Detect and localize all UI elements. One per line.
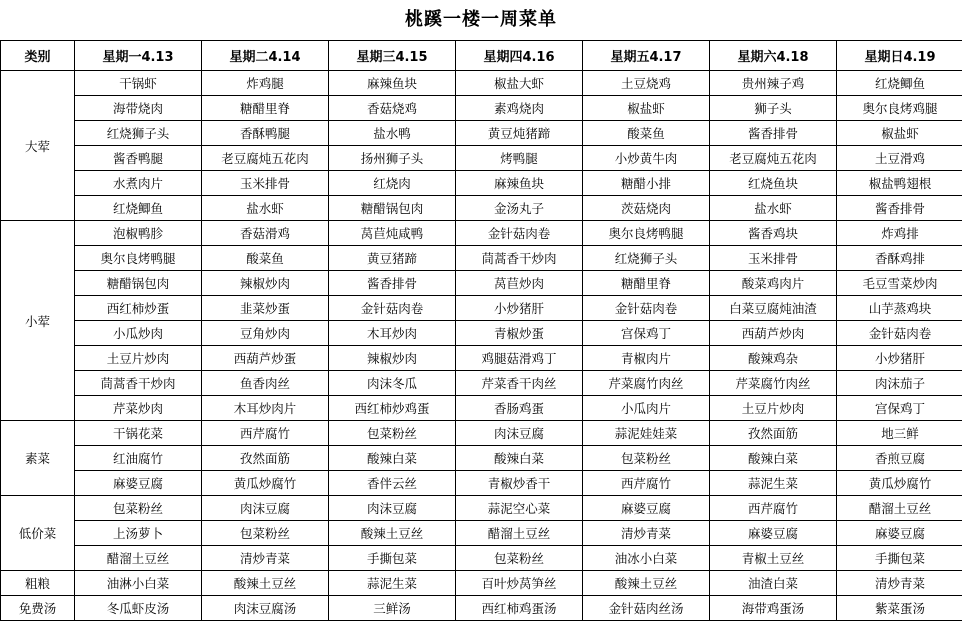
dish-cell: 酸菜鱼: [583, 121, 710, 146]
table-row: [1, 121, 962, 146]
table-row: [1, 421, 962, 446]
dish-cell: 肉沫豆腐: [329, 496, 456, 521]
dish-cell: 孜然面筋: [202, 446, 329, 471]
dish-cell: 醋溜土豆丝: [837, 496, 962, 521]
dish-cell: 毛豆雪菜炒肉: [837, 271, 962, 296]
dish-cell: 香伴云丝: [329, 471, 456, 496]
dish-cell: 芹菜香干肉丝: [456, 371, 583, 396]
table-row: [1, 221, 962, 246]
dish-cell: 红烧狮子头: [583, 246, 710, 271]
dish-cell: 土豆滑鸡: [837, 146, 962, 171]
category-cell: 小荤: [1, 221, 75, 421]
dish-cell: 香菇烧鸡: [329, 96, 456, 121]
dish-cell: 麻婆豆腐: [837, 521, 962, 546]
table-row: [1, 546, 962, 571]
weekly-menu-table: [0, 40, 962, 621]
dish-cell: 芹菜腐竹肉丝: [583, 371, 710, 396]
day-header: 星期三4.15: [329, 41, 456, 71]
day-header: 星期日4.19: [837, 41, 962, 71]
day-header: 星期四4.16: [456, 41, 583, 71]
dish-cell: 老豆腐炖五花肉: [202, 146, 329, 171]
dish-cell: 西红柿鸡蛋汤: [456, 596, 583, 621]
dish-cell: 麻辣鱼块: [456, 171, 583, 196]
dish-cell: 肉沫冬瓜: [329, 371, 456, 396]
dish-cell: 香酥鸭腿: [202, 121, 329, 146]
dish-cell: 金针菇肉丝汤: [583, 596, 710, 621]
table-row: [1, 196, 962, 221]
dish-cell: 宫保鸡丁: [837, 396, 962, 421]
dish-cell: 糖醋小排: [583, 171, 710, 196]
dish-cell: 盐水虾: [202, 196, 329, 221]
dish-cell: 酱香排骨: [710, 121, 837, 146]
dish-cell: 红烧鲫鱼: [75, 196, 202, 221]
dish-cell: 手撕包菜: [329, 546, 456, 571]
dish-cell: 三鲜汤: [329, 596, 456, 621]
dish-cell: 炸鸡腿: [202, 71, 329, 96]
dish-cell: 清炒青菜: [202, 546, 329, 571]
dish-cell: 西红柿炒蛋: [75, 296, 202, 321]
dish-cell: 山芋蒸鸡块: [837, 296, 962, 321]
dish-cell: 红烧鲫鱼: [837, 71, 962, 96]
dish-cell: 青椒炒香干: [456, 471, 583, 496]
dish-cell: 茨菇烧肉: [583, 196, 710, 221]
dish-cell: 麻辣鱼块: [329, 71, 456, 96]
dish-cell: 金针菇肉卷: [583, 296, 710, 321]
dish-cell: 椒盐大虾: [456, 71, 583, 96]
dish-cell: 芹菜炒肉: [75, 396, 202, 421]
table-row: [1, 596, 962, 621]
dish-cell: 海带烧肉: [75, 96, 202, 121]
dish-cell: 黄豆猪蹄: [329, 246, 456, 271]
dish-cell: 青椒土豆丝: [710, 546, 837, 571]
dish-cell: 肉沫豆腐: [202, 496, 329, 521]
table-row: [1, 471, 962, 496]
dish-cell: 包菜粉丝: [329, 421, 456, 446]
dish-cell: 烤鸭腿: [456, 146, 583, 171]
dish-cell: 油淋小白菜: [75, 571, 202, 596]
dish-cell: 干锅虾: [75, 71, 202, 96]
dish-cell: 红烧鱼块: [710, 171, 837, 196]
dish-cell: 莴苣炖咸鸭: [329, 221, 456, 246]
dish-cell: 黄瓜炒腐竹: [202, 471, 329, 496]
dish-cell: 糖醋里脊: [583, 271, 710, 296]
dish-cell: 玉米排骨: [710, 246, 837, 271]
dish-cell: 奥尔良烤鸭腿: [75, 246, 202, 271]
dish-cell: 上汤萝卜: [75, 521, 202, 546]
dish-cell: 蒜泥生菜: [329, 571, 456, 596]
dish-cell: 木耳炒肉: [329, 321, 456, 346]
dish-cell: 茼蒿香干炒肉: [75, 371, 202, 396]
table-row: [1, 496, 962, 521]
dish-cell: 清炒青菜: [837, 571, 962, 596]
table-row: [1, 521, 962, 546]
dish-cell: 酱香排骨: [837, 196, 962, 221]
dish-cell: 扬州狮子头: [329, 146, 456, 171]
category-cell: 大荤: [1, 71, 75, 221]
dish-cell: 白菜豆腐炖油渣: [710, 296, 837, 321]
dish-cell: 青椒炒蛋: [456, 321, 583, 346]
dish-cell: 地三鲜: [837, 421, 962, 446]
dish-cell: 素鸡烧肉: [456, 96, 583, 121]
day-header: 星期二4.14: [202, 41, 329, 71]
dish-cell: 金针菇肉卷: [456, 221, 583, 246]
dish-cell: 宫保鸡丁: [583, 321, 710, 346]
dish-cell: 蒜泥生菜: [710, 471, 837, 496]
dish-cell: 西葫芦炒肉: [710, 321, 837, 346]
dish-cell: 酸辣鸡杂: [710, 346, 837, 371]
dish-cell: 盐水虾: [710, 196, 837, 221]
dish-cell: 酸辣白菜: [456, 446, 583, 471]
day-header: 星期六4.18: [710, 41, 837, 71]
dish-cell: 肉沫豆腐汤: [202, 596, 329, 621]
dish-cell: 土豆片炒肉: [710, 396, 837, 421]
dish-cell: 椒盐虾: [837, 121, 962, 146]
dish-cell: 小炒猪肝: [456, 296, 583, 321]
dish-cell: 金针菇肉卷: [329, 296, 456, 321]
dish-cell: 香菇滑鸡: [202, 221, 329, 246]
dish-cell: 油渣白菜: [710, 571, 837, 596]
dish-cell: 海带鸡蛋汤: [710, 596, 837, 621]
dish-cell: 芹菜腐竹肉丝: [710, 371, 837, 396]
dish-cell: 包菜粉丝: [202, 521, 329, 546]
dish-cell: 糖醋锅包肉: [329, 196, 456, 221]
dish-cell: 盐水鸭: [329, 121, 456, 146]
table-row: [1, 271, 962, 296]
dish-cell: 红油腐竹: [75, 446, 202, 471]
table-row: [1, 571, 962, 596]
dish-cell: 干锅花菜: [75, 421, 202, 446]
dish-cell: 红烧肉: [329, 171, 456, 196]
dish-cell: 豆角炒肉: [202, 321, 329, 346]
dish-cell: 小瓜肉片: [583, 396, 710, 421]
dish-cell: 红烧狮子头: [75, 121, 202, 146]
table-row: [1, 296, 962, 321]
dish-cell: 包菜粉丝: [583, 446, 710, 471]
dish-cell: 鸡腿菇滑鸡丁: [456, 346, 583, 371]
dish-cell: 百叶炒莴笋丝: [456, 571, 583, 596]
day-header: 星期五4.17: [583, 41, 710, 71]
dish-cell: 小瓜炒肉: [75, 321, 202, 346]
table-row: [1, 321, 962, 346]
dish-cell: 孜然面筋: [710, 421, 837, 446]
dish-cell: 青椒肉片: [583, 346, 710, 371]
dish-cell: 包菜粉丝: [456, 546, 583, 571]
dish-cell: 辣椒炒肉: [202, 271, 329, 296]
dish-cell: 冬瓜虾皮汤: [75, 596, 202, 621]
dish-cell: 香肠鸡蛋: [456, 396, 583, 421]
table-row: [1, 71, 962, 96]
menu-title: 桃蹊一楼一周菜单: [0, 0, 962, 40]
dish-cell: 包菜粉丝: [75, 496, 202, 521]
dish-cell: 金针菇肉卷: [837, 321, 962, 346]
dish-cell: 清炒青菜: [583, 521, 710, 546]
dish-cell: 西芹腐竹: [710, 496, 837, 521]
dish-cell: 黄瓜炒腐竹: [837, 471, 962, 496]
dish-cell: 糖醋锅包肉: [75, 271, 202, 296]
dish-cell: 麻婆豆腐: [583, 496, 710, 521]
dish-cell: 酸辣土豆丝: [329, 521, 456, 546]
table-row: [1, 146, 962, 171]
dish-cell: 油冰小白菜: [583, 546, 710, 571]
dish-cell: 金汤丸子: [456, 196, 583, 221]
dish-cell: 木耳炒肉片: [202, 396, 329, 421]
day-header: 星期一4.13: [75, 41, 202, 71]
dish-cell: 蒜泥空心菜: [456, 496, 583, 521]
dish-cell: 西芹腐竹: [583, 471, 710, 496]
dish-cell: 土豆烧鸡: [583, 71, 710, 96]
dish-cell: 玉米排骨: [202, 171, 329, 196]
dish-cell: 酸菜鸡肉片: [710, 271, 837, 296]
category-cell: 低价菜: [1, 496, 75, 571]
dish-cell: 茼蒿香干炒肉: [456, 246, 583, 271]
dish-cell: 椒盐虾: [583, 96, 710, 121]
table-row: [1, 371, 962, 396]
table-row: [1, 246, 962, 271]
dish-cell: 水煮肉片: [75, 171, 202, 196]
dish-cell: 奥尔良烤鸭腿: [583, 221, 710, 246]
header-row: [1, 41, 962, 71]
dish-cell: 麻婆豆腐: [75, 471, 202, 496]
table-row: [1, 446, 962, 471]
dish-cell: 西芹腐竹: [202, 421, 329, 446]
dish-cell: 西红柿炒鸡蛋: [329, 396, 456, 421]
dish-cell: 麻婆豆腐: [710, 521, 837, 546]
dish-cell: 香酥鸡排: [837, 246, 962, 271]
dish-cell: 炸鸡排: [837, 221, 962, 246]
dish-cell: 紫菜蛋汤: [837, 596, 962, 621]
dish-cell: 奥尔良烤鸡腿: [837, 96, 962, 121]
dish-cell: 土豆片炒肉: [75, 346, 202, 371]
dish-cell: 糖醋里脊: [202, 96, 329, 121]
dish-cell: 老豆腐炖五花肉: [710, 146, 837, 171]
dish-cell: 辣椒炒肉: [329, 346, 456, 371]
dish-cell: 贵州辣子鸡: [710, 71, 837, 96]
table-row: [1, 96, 962, 121]
dish-cell: 酱香鸭腿: [75, 146, 202, 171]
dish-cell: 狮子头: [710, 96, 837, 121]
dish-cell: 黄豆炖猪蹄: [456, 121, 583, 146]
menu-body: [1, 71, 962, 621]
dish-cell: 泡椒鸭胗: [75, 221, 202, 246]
dish-cell: 酸辣白菜: [329, 446, 456, 471]
dish-cell: 韭菜炒蛋: [202, 296, 329, 321]
dish-cell: 小炒黄牛肉: [583, 146, 710, 171]
table-row: [1, 346, 962, 371]
table-row: [1, 171, 962, 196]
table-row: [1, 396, 962, 421]
dish-cell: 酸辣土豆丝: [583, 571, 710, 596]
category-header: 类别: [1, 41, 75, 71]
dish-cell: 酸辣土豆丝: [202, 571, 329, 596]
dish-cell: 椒盐鸭翅根: [837, 171, 962, 196]
dish-cell: 酱香鸡块: [710, 221, 837, 246]
dish-cell: 莴苣炒肉: [456, 271, 583, 296]
dish-cell: 酱香排骨: [329, 271, 456, 296]
dish-cell: 醋溜土豆丝: [75, 546, 202, 571]
dish-cell: 手撕包菜: [837, 546, 962, 571]
category-cell: 免费汤: [1, 596, 75, 621]
dish-cell: 鱼香肉丝: [202, 371, 329, 396]
dish-cell: 酸菜鱼: [202, 246, 329, 271]
dish-cell: 小炒猪肝: [837, 346, 962, 371]
dish-cell: 蒜泥娃娃菜: [583, 421, 710, 446]
category-cell: 粗粮: [1, 571, 75, 596]
dish-cell: 肉沫茄子: [837, 371, 962, 396]
category-cell: 素菜: [1, 421, 75, 496]
dish-cell: 肉沫豆腐: [456, 421, 583, 446]
dish-cell: 香煎豆腐: [837, 446, 962, 471]
dish-cell: 醋溜土豆丝: [456, 521, 583, 546]
dish-cell: 酸辣白菜: [710, 446, 837, 471]
dish-cell: 西葫芦炒蛋: [202, 346, 329, 371]
